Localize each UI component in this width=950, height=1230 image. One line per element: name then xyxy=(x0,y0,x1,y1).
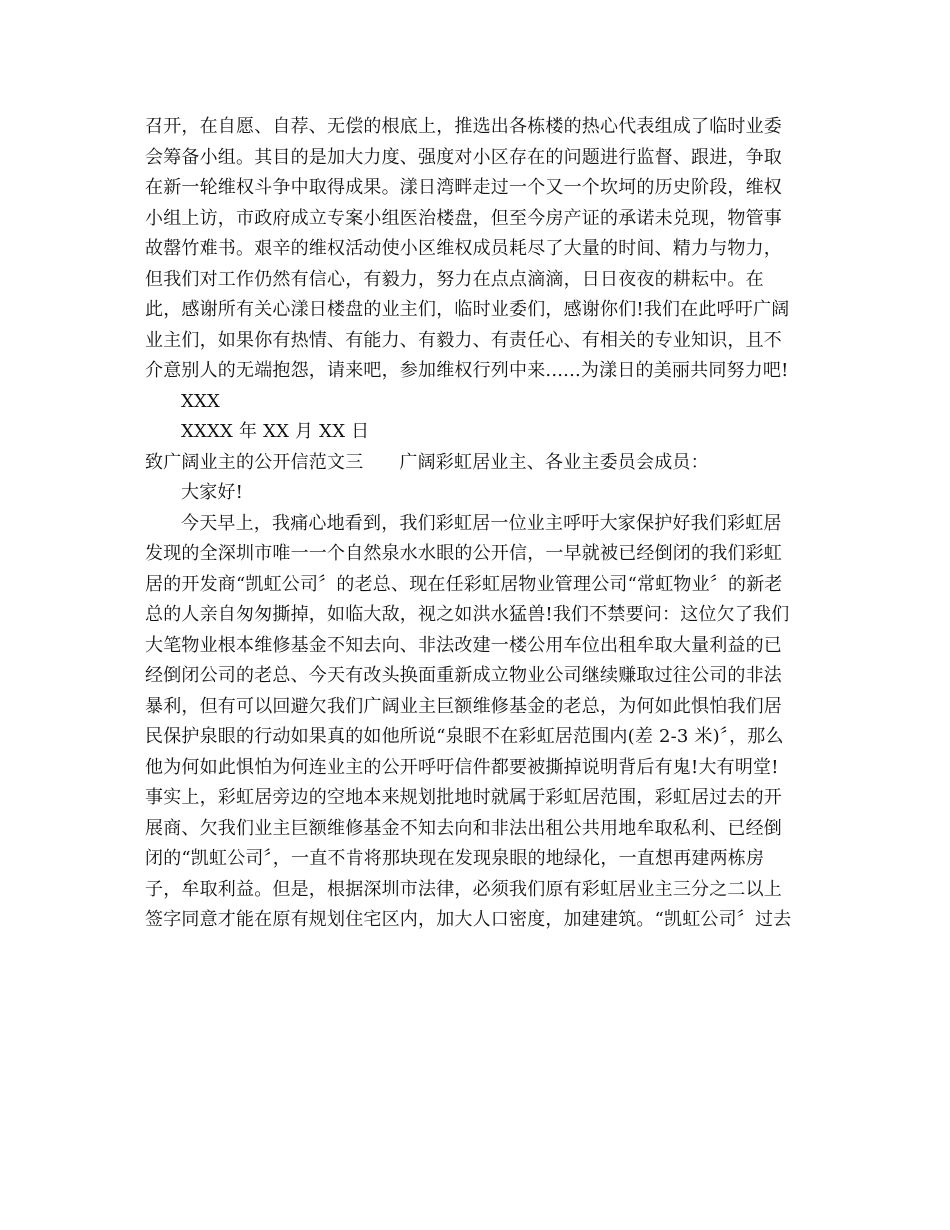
section-heading xyxy=(145,448,810,479)
text-line: 签字同意才能在原有规划住宅区内，加大人口密度，加建建筑。“凯虹公司〞过去 xyxy=(145,909,792,930)
text-line: 但我们对工作仍然有信心，有毅力，努力在点点滴滴，日日夜夜的耕耘中。在 xyxy=(145,268,764,290)
greeting: 大家好! xyxy=(181,482,244,503)
text-line: 居的开发商“凯虹公司〞的老总、现在任彩虹居物业管理公司“常虹物业〞的新老 xyxy=(145,573,783,595)
heading-title: 致广阔业主的公开信范文三 xyxy=(145,451,364,473)
text-line: 今天早上，我痛心地看到，我们彩虹居一位业主呼吁大家保护好我们彩虹居 xyxy=(181,512,782,534)
text-line: 业主们，如果你有热情、有能力、有毅力、有责任心、有相关的专业知识，且不 xyxy=(145,329,782,351)
text-line: 会筹备小组。其目的是加大力度、强度对小区存在的问题进行监督、跟进，争取 xyxy=(145,146,782,168)
text-line: 大笔物业根本维修基金不知去向、非法改建一楼公用车位出租牟取大量利益的已 xyxy=(145,634,782,656)
text-line: 总的人亲自匆匆撕掉，如临大敌，视之如洪水猛兽!我们不禁要问：这位欠了我们 xyxy=(145,604,790,625)
text-line: 故罄竹难书。艰辛的维权活动使小区维权成员耗尽了大量的时间、精力与物力， xyxy=(145,238,782,259)
text-line: 事实上，彩虹居旁边的空地本来规划批地时就属于彩虹居范围，彩虹居过去的开 xyxy=(145,787,782,808)
heading-salutation: 广阔彩虹居业主、各业主委员会成员： xyxy=(399,451,709,473)
text-line: 发现的全深圳市唯一一个自然泉水水眼的公开信，一早就被已经倒闭的我们彩虹 xyxy=(145,543,782,564)
text-line: 暴利，但有可以回避欠我们广阔业主巨额维修基金的老总，为何如此惧怕我们居 xyxy=(145,695,782,717)
signature: XXX xyxy=(181,390,221,412)
text-line: 介意别人的无端抱怨，请来吧，参加维权行列中来......为漾日的美丽共同努力吧! xyxy=(145,360,789,381)
text-line: 民保护泉眼的行动如果真的如他所说“泉眼不在彩虹居范围内(差 2-3 米)〞，那么 xyxy=(145,726,784,747)
text-line: 此，感谢所有关心漾日楼盘的业主们，临时业委们，感谢你们!我们在此呼吁广阔 xyxy=(145,299,790,320)
letter-date: XXXX 年 XX 月 XX 日 xyxy=(181,421,370,442)
text-line: 子，牟取利益。但是，根据深圳市法律，必须我们原有彩虹居业主三分之二以上 xyxy=(145,878,782,900)
paragraph-body xyxy=(145,509,810,936)
text-line: 闭的“凯虹公司〞，一直不肯将那块现在发现泉眼的地绿化，一直想再建两栋房 xyxy=(145,848,765,869)
document-page xyxy=(145,112,810,936)
text-line: 展商、欠我们业主巨额维修基金不知去向和非法出租公共用地牟取私利、已经倒 xyxy=(145,817,782,839)
text-line: 召开，在自愿、自荐、无偿的根底上，推选出各栋楼的热心代表组成了临时业委 xyxy=(145,116,782,137)
text-line: 小组上访，市政府成立专案小组医治楼盘，但至今房产证的承诺未兑现，物管事 xyxy=(145,207,782,229)
text-line: 在新一轮维权斗争中取得成果。漾日湾畔走过一个又一个坎坷的历史阶段，维权 xyxy=(145,177,782,198)
text-line: 他为何如此惧怕为何连业主的公开呼吁信件都要被撕掉说明背后有鬼!大有明堂! xyxy=(145,756,779,778)
text-line: 经倒闭公司的老总、今天有改头换面重新成立物业公司继续赚取过往公司的非法 xyxy=(145,665,782,686)
paragraph-continued xyxy=(145,112,810,387)
